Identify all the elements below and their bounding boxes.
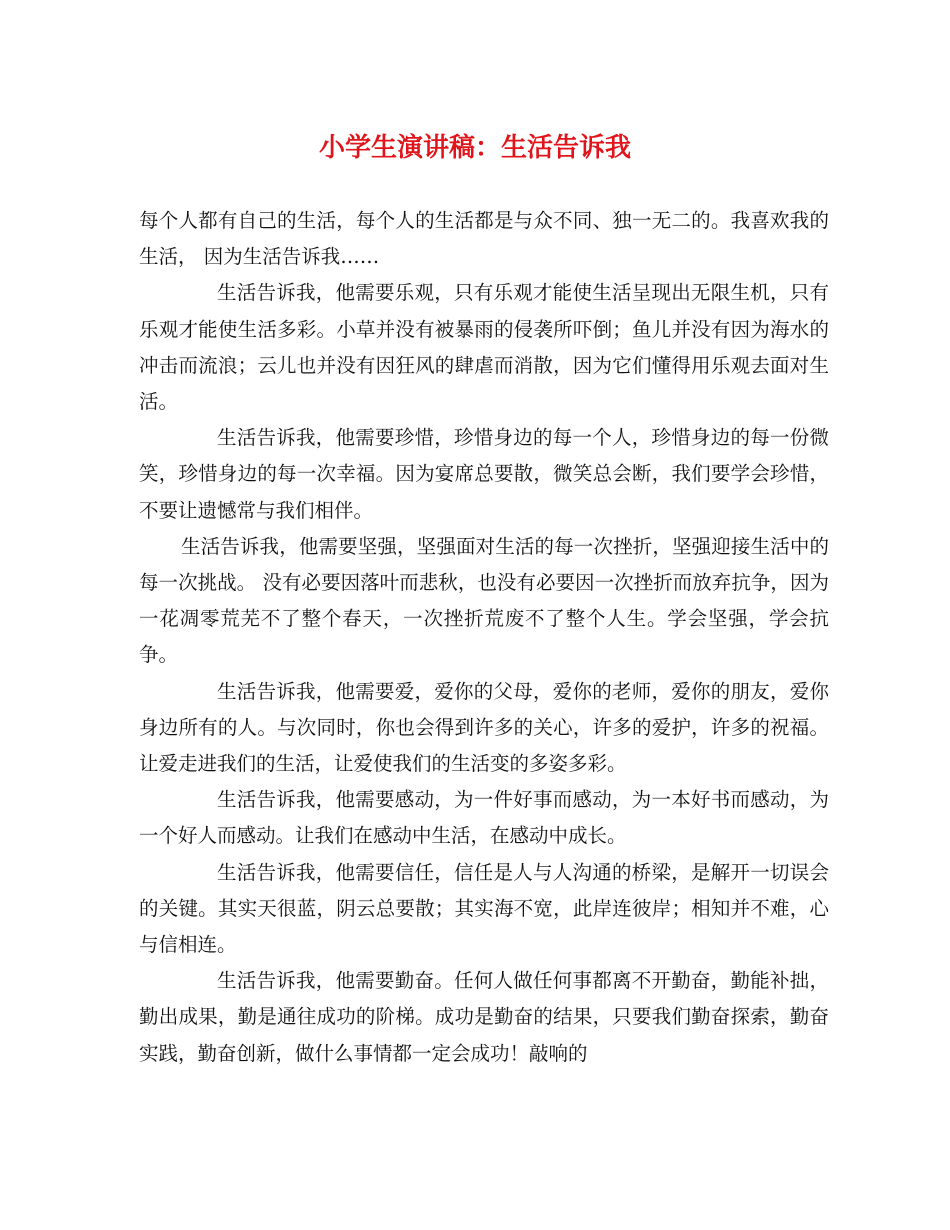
paragraph-cherish: 生活告诉我，他需要珍惜，珍惜身边的每一个人，珍惜身边的每一份微笑，珍惜身边的每一次幸福。因为宴席总要散，微笑总会断，我们要学会珍惜，不要让遗憾常与我们相伴。 [139, 426, 829, 522]
document-body [139, 203, 829, 1072]
paragraph-strength: 生活告诉我，他需要坚强，坚强面对生活的每一次挫折，坚强迎接生活中的每一次挑战。 没有必要因落叶而悲秋，也没有必要因一次挫折而放弃抗争，因为一花凋零荒芜不了整个春天，一次挫折荒废不了整个人生。学会坚强，学会抗争。 [139, 534, 829, 667]
page-title: 小学生演讲稿：生活告诉我 [318, 133, 631, 163]
paragraph-optimism: 生活告诉我，他需要乐观，只有乐观才能使生活呈现出无限生机，只有乐观才能使生活多彩。小草并没有被暴雨的侵袭所吓倒；鱼儿并没有因为海水的冲击而流浪；云儿也并没有因狂风的肆虐而消散，因为它们懂得用乐观去面对生活。 [139, 281, 829, 414]
paragraph-trust: 生活告诉我，他需要信任，信任是人与人沟通的桥梁，是解开一切误会的关键。其实天很蓝，阴云总要散；其实海不宽，此岸连彼岸；相知并不难，心与信相连。 [139, 860, 829, 957]
paragraph-moved: 生活告诉我，他需要感动，为一件好事而感动，为一本好书而感动，为一个好人而感动。让我们在感动中生活，在感动中成长。 [139, 788, 829, 848]
paragraph-love: 生活告诉我，他需要爱，爱你的父母，爱你的老师，爱你的朋友，爱你身边所有的人。与次同时，你也会得到许多的关心，许多的爱护，许多的祝福。让爱走进我们的生活，让爱使我们的生活变的多姿多彩。 [139, 679, 829, 776]
paragraph-diligence: 生活告诉我，他需要勤奋。任何人做任何事都离不开勤奋，勤能补拙，勤出成果，勤是通往成功的阶梯。成功是勤奋的结果，只要我们勤奋探索，勤奋实践，勤奋创新，做什么事情都一定会成功！敲响的 [139, 969, 829, 1065]
paragraph-intro: 每个人都有自己的生活，每个人的生活都是与众不同、独一无二的。我喜欢我的生活， 因为生活告诉我…… [139, 209, 829, 269]
